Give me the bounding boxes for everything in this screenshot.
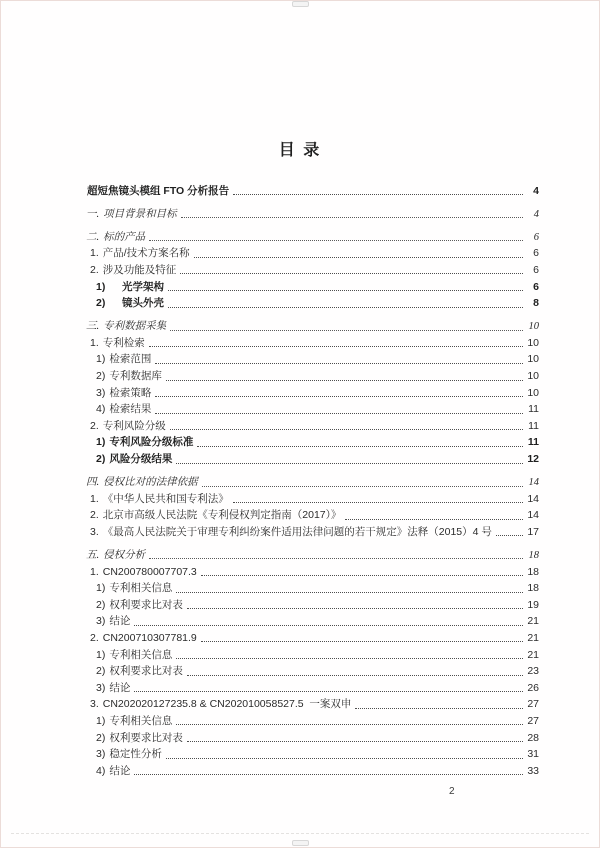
dotted-leader bbox=[134, 625, 523, 626]
toc-entry-page: 6 bbox=[533, 263, 539, 276]
toc-entry-page: 31 bbox=[527, 748, 539, 761]
dotted-leader bbox=[180, 273, 523, 274]
dotted-leader bbox=[176, 592, 523, 593]
dotted-leader bbox=[155, 396, 523, 397]
toc-entry bbox=[81, 277, 539, 294]
toc-entry-number: 1. bbox=[90, 247, 99, 260]
toc-entry-title: 稳定性分析 bbox=[109, 748, 162, 761]
toc-entry bbox=[81, 260, 539, 277]
toc-entry-number: 2) bbox=[96, 598, 106, 611]
toc-entry-number: 1. bbox=[90, 565, 99, 578]
toc-entry-number: 一. bbox=[86, 208, 100, 220]
toc-entry-title: 专利相关信息 bbox=[109, 582, 173, 595]
toc-entry-number: 1) bbox=[96, 648, 106, 661]
dotted-leader bbox=[168, 307, 523, 308]
text-boundary-line bbox=[11, 833, 589, 834]
dotted-leader bbox=[187, 675, 523, 676]
toc-entry bbox=[81, 244, 539, 261]
toc-entry-page: 10 bbox=[527, 370, 539, 383]
toc-entry bbox=[81, 562, 539, 579]
toc-entry-page: 14 bbox=[528, 477, 539, 489]
toc-entry-number: 1. bbox=[90, 336, 99, 349]
toc-entry-page: 11 bbox=[527, 436, 539, 449]
toc-entry-page: 10 bbox=[527, 336, 539, 349]
dotted-leader bbox=[155, 363, 523, 364]
toc-entry-number: 2. bbox=[90, 419, 99, 432]
dotted-leader bbox=[181, 217, 523, 218]
toc-title: 目 录 bbox=[278, 142, 322, 159]
toc-entry-title: 专利相关信息 bbox=[109, 648, 173, 661]
toc-entry bbox=[81, 595, 539, 612]
toc-entry bbox=[81, 350, 539, 367]
toc-entry-title: 权利要求比对表 bbox=[109, 598, 183, 611]
toc-entry-page: 23 bbox=[527, 665, 539, 678]
toc-entry-title: 专利相关信息 bbox=[109, 714, 173, 727]
toc-entry-page: 6 bbox=[533, 280, 539, 293]
toc-entry-page: 19 bbox=[527, 598, 539, 611]
toc-entry bbox=[81, 383, 539, 400]
dotted-leader bbox=[149, 240, 523, 241]
toc-entry-number: 1) bbox=[96, 353, 106, 366]
toc-entry-page: 18 bbox=[527, 565, 539, 578]
toc-entry-title: 标的产品 bbox=[103, 231, 146, 243]
toc-entry-number: 2. bbox=[90, 631, 99, 644]
toc-entry bbox=[81, 317, 539, 334]
toc-entry-title: 检索策略 bbox=[109, 386, 152, 399]
toc-entry-number: 3) bbox=[96, 386, 106, 399]
toc-entry-page: 10 bbox=[527, 386, 539, 399]
toc-entry bbox=[81, 612, 539, 629]
toc-entry bbox=[81, 545, 539, 562]
toc-entry-title: 检索范围 bbox=[109, 353, 152, 366]
toc-entry-title: 专利风险分级标准 bbox=[109, 436, 194, 449]
toc-entry bbox=[81, 728, 539, 745]
dotted-leader bbox=[202, 486, 523, 487]
dotted-leader bbox=[134, 691, 523, 692]
toc-entry bbox=[81, 761, 539, 778]
selection-handle-top[interactable] bbox=[292, 1, 309, 7]
toc-entry bbox=[81, 662, 539, 679]
dotted-leader bbox=[496, 535, 523, 536]
dotted-leader bbox=[176, 724, 523, 725]
toc-entry-page: 27 bbox=[527, 698, 539, 711]
dotted-leader bbox=[149, 558, 523, 559]
toc-entry-title: 侵权比对的法律依据 bbox=[103, 477, 198, 489]
toc-entry-page: 6 bbox=[533, 231, 539, 243]
toc-entry-page: 6 bbox=[533, 247, 539, 260]
toc-entry-title: 涉及功能及特征 bbox=[102, 263, 177, 276]
toc-entry bbox=[81, 366, 539, 383]
toc-entry-page: 8 bbox=[533, 297, 539, 310]
dotted-leader bbox=[168, 290, 523, 291]
toc-list bbox=[1, 181, 599, 778]
dotted-leader bbox=[149, 346, 523, 347]
toc-entry-page: 14 bbox=[527, 509, 539, 522]
toc-entry-title: 结论 bbox=[109, 681, 131, 694]
toc-entry bbox=[81, 433, 539, 450]
toc-entry-number: 3) bbox=[96, 615, 106, 628]
toc-entry-page: 27 bbox=[527, 714, 539, 727]
toc-entry-number: 2) bbox=[96, 453, 106, 465]
toc-entry-page: 11 bbox=[528, 419, 539, 432]
toc-entry-title: 专利检索 bbox=[102, 336, 145, 349]
dotted-leader bbox=[155, 413, 523, 414]
toc-entry bbox=[81, 645, 539, 662]
toc-entry-page: 21 bbox=[527, 615, 539, 628]
dotted-leader bbox=[233, 502, 523, 503]
toc-entry bbox=[81, 579, 539, 596]
toc-entry-page: 4 bbox=[533, 208, 539, 220]
dotted-leader bbox=[187, 608, 523, 609]
toc-entry-number: 1) bbox=[96, 714, 106, 727]
toc-entry bbox=[81, 628, 539, 645]
dotted-leader bbox=[166, 758, 523, 759]
toc-entry bbox=[81, 294, 539, 311]
toc-entry-page: 18 bbox=[527, 582, 539, 595]
toc-entry-title: 侵权分析 bbox=[103, 549, 146, 561]
toc-entry-number: 1) bbox=[96, 436, 106, 449]
footer-page-number: 2 bbox=[449, 786, 455, 797]
toc-entry bbox=[81, 473, 539, 490]
toc-entry-page: 21 bbox=[527, 631, 539, 644]
dotted-leader bbox=[197, 446, 523, 447]
toc-entry-title: 风险分级结果 bbox=[109, 453, 173, 465]
toc-entry bbox=[81, 400, 539, 417]
toc-entry-page: 14 bbox=[527, 492, 539, 505]
toc-entry-number: 3) bbox=[96, 681, 106, 694]
toc-entry-number: 2) bbox=[96, 297, 106, 310]
toc-entry-title: CN202020127235.8 & CN202010058527.5 一案双申 bbox=[102, 698, 352, 711]
toc-entry-number: 二. bbox=[86, 231, 100, 243]
toc-entry-page: 28 bbox=[527, 731, 539, 744]
dotted-leader bbox=[170, 330, 523, 331]
toc-entry-title: 《中华人民共和国专利法》 bbox=[102, 492, 229, 505]
toc-entry bbox=[81, 333, 539, 350]
toc-entry-title: 镜头外壳 bbox=[122, 297, 164, 310]
toc-entry bbox=[81, 489, 539, 506]
toc-entry-page: 26 bbox=[527, 681, 539, 694]
selection-handle-bottom[interactable] bbox=[292, 840, 309, 846]
dotted-leader bbox=[201, 641, 523, 642]
toc-entry-number: 1) bbox=[96, 582, 106, 595]
toc-entry bbox=[81, 745, 539, 762]
toc-entry-number: 2) bbox=[96, 370, 106, 383]
toc-entry-title: 光学架构 bbox=[122, 280, 164, 293]
toc-entry-title: 《最高人民法院关于审理专利纠纷案件适用法律问题的若干规定》法释（2015）4 号 bbox=[102, 525, 492, 538]
toc-entry-number: 4) bbox=[96, 403, 106, 416]
toc-entry-title: 结论 bbox=[109, 764, 131, 777]
toc-entry-number: 2) bbox=[96, 665, 106, 678]
toc-entry-title: 检索结果 bbox=[109, 403, 152, 416]
toc-entry bbox=[81, 227, 539, 244]
toc-entry-number: 2) bbox=[96, 731, 106, 744]
dotted-leader bbox=[194, 257, 523, 258]
toc-entry-title: CN200780007707.3 bbox=[102, 565, 197, 578]
toc-entry bbox=[81, 678, 539, 695]
toc-entry-page: 18 bbox=[528, 549, 539, 561]
toc-entry bbox=[81, 449, 539, 466]
toc-entry bbox=[81, 416, 539, 433]
dotted-leader bbox=[134, 774, 523, 775]
toc-entry-page: 10 bbox=[527, 353, 539, 366]
toc-entry-page: 17 bbox=[527, 525, 539, 538]
toc-entry-title: 项目背景和目标 bbox=[103, 208, 177, 220]
toc-entry-number: 五. bbox=[86, 549, 100, 561]
toc-entry-number: 3. bbox=[90, 525, 99, 538]
dotted-leader bbox=[201, 575, 523, 576]
dotted-leader bbox=[176, 658, 523, 659]
toc-entry-title: 北京市高级人民法院《专利侵权判定指南（2017）》 bbox=[102, 509, 342, 522]
toc-entry-number: 四. bbox=[86, 477, 100, 489]
dotted-leader bbox=[170, 429, 523, 430]
toc-entry bbox=[81, 711, 539, 728]
toc-entry-number: 1. bbox=[90, 492, 99, 505]
toc-entry-page: 33 bbox=[527, 764, 539, 777]
toc-entry-number: 2. bbox=[90, 509, 99, 522]
toc-entry-page: 4 bbox=[533, 184, 539, 197]
toc-entry-number: 3) bbox=[96, 748, 106, 761]
toc-entry-page: 21 bbox=[527, 648, 539, 661]
toc-entry-title: 专利数据采集 bbox=[103, 321, 167, 333]
toc-entry-page: 11 bbox=[528, 403, 539, 416]
toc-entry-page: 10 bbox=[528, 321, 539, 333]
toc-entry-title: 产品/技术方案名称 bbox=[102, 247, 190, 260]
dotted-leader bbox=[166, 380, 523, 381]
toc-entry-title: 结论 bbox=[109, 615, 131, 628]
toc-entry bbox=[81, 506, 539, 523]
toc-entry-title: 专利风险分级 bbox=[102, 419, 166, 432]
toc-entry-title: 超短焦镜头模组 FTO 分析报告 bbox=[87, 184, 230, 197]
toc-entry bbox=[81, 181, 539, 198]
toc-entry bbox=[81, 695, 539, 712]
toc-entry-number: 1) bbox=[96, 280, 106, 293]
toc-entry-number: 2. bbox=[90, 263, 99, 276]
dotted-leader bbox=[345, 519, 523, 520]
dotted-leader bbox=[176, 463, 523, 464]
dotted-leader bbox=[187, 741, 523, 742]
toc-entry-title: 专利数据库 bbox=[109, 370, 162, 383]
dotted-leader bbox=[355, 708, 523, 709]
toc-entry bbox=[81, 204, 539, 221]
dotted-leader bbox=[233, 194, 523, 195]
toc-entry-page: 12 bbox=[527, 453, 539, 465]
toc-entry-number: 3. bbox=[90, 698, 99, 711]
toc-entry-title: CN200710307781.9 bbox=[102, 631, 197, 644]
toc-entry-title: 权利要求比对表 bbox=[109, 731, 183, 744]
toc-entry-title: 权利要求比对表 bbox=[109, 665, 183, 678]
toc-entry-number: 三. bbox=[86, 321, 100, 333]
toc-entry-number: 4) bbox=[96, 764, 106, 777]
toc-entry bbox=[81, 522, 539, 539]
